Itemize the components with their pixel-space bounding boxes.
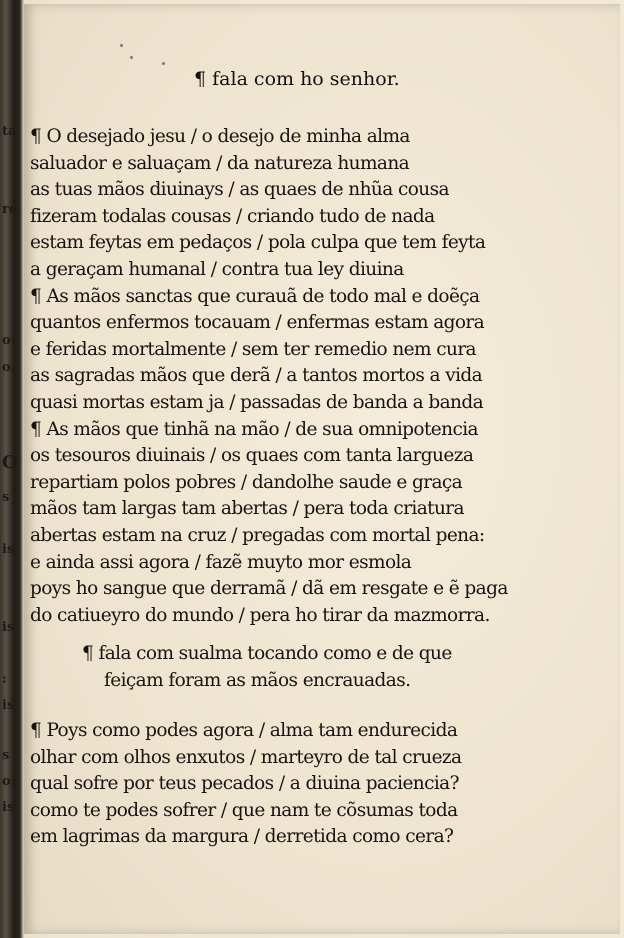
verse-line: quantos enfermos tocauam / enfermas estam agora bbox=[30, 312, 485, 334]
ink-speck bbox=[120, 44, 123, 47]
ink-speck bbox=[162, 62, 165, 65]
rubric-line: ¶ fala com sualma tocando como e de que bbox=[82, 643, 452, 664]
verse-line: qual sofre por teus pecados / a diuina paciencia? bbox=[30, 773, 459, 795]
verse-line: fizeram todalas cousas / criando tudo de nada bbox=[30, 205, 435, 227]
verse-line: as tuas mãos diuinays / as quaes de nhũa cousa bbox=[30, 179, 449, 201]
margin-fragment: O bbox=[2, 452, 18, 473]
margin-fragment: is bbox=[2, 800, 15, 815]
verse-line: estam feytas em pedaços / pola culpa que tem feyta bbox=[30, 232, 486, 254]
verse-line: poys ho sangue que derramã / dã em resgate e ẽ paga bbox=[30, 578, 508, 600]
printed-page bbox=[24, 4, 620, 934]
margin-fragment: s bbox=[2, 490, 10, 505]
verse-line: quasi mortas estam ja / passadas de banda a banda bbox=[30, 391, 484, 413]
verse-line: como te podes sofrer / que nam te cõsumas toda bbox=[30, 799, 458, 821]
verse-line: ¶ As mãos que tinhã na mão / de sua omnipotencia bbox=[30, 418, 478, 440]
verse-line: e feridas mortalmente / sem ter remedio nem cura bbox=[30, 338, 476, 360]
verse-line: a geraçam humanal / contra tua ley diuina bbox=[30, 258, 404, 280]
margin-fragment: o. bbox=[2, 360, 15, 375]
verse-line: repartiam polos pobres / dandolhe saude e graça bbox=[30, 471, 463, 493]
verse-line: em lagrimas da margura / derretida como cera? bbox=[30, 826, 454, 848]
facing-page-edge bbox=[0, 0, 22, 938]
section-heading: ¶ fala com ho senhor. bbox=[194, 68, 400, 90]
verse-line: ¶ As mãos sanctas que curauã de todo mal e doẽça bbox=[30, 285, 480, 307]
rubric-block bbox=[82, 641, 452, 694]
verse-line: saluador e saluaçam / da natureza humana bbox=[30, 152, 410, 174]
verse-line: olhar com olhos enxutos / marteyro de tal crueza bbox=[30, 746, 462, 768]
margin-fragment: ta bbox=[2, 124, 17, 139]
verse-line: os tesouros diuinais / os quaes com tanta largueza bbox=[30, 445, 474, 467]
margin-fragment: o: bbox=[2, 333, 16, 348]
margin-fragment: is bbox=[2, 698, 15, 713]
rubric-line: feiçam foram as mãos encrauadas. bbox=[104, 669, 411, 691]
verse-block-2 bbox=[30, 718, 462, 851]
margin-fragment: is bbox=[2, 542, 15, 557]
margin-fragment: s bbox=[2, 748, 10, 763]
verse-line: abertas estam na cruz / pregadas com mortal pena: bbox=[30, 524, 485, 546]
verse-line: do catiueyro do mundo / pera ho tirar da mazmorra. bbox=[30, 604, 490, 626]
verse-block-1 bbox=[30, 124, 508, 629]
verse-line: mãos tam largas tam abertas / pera toda criatura bbox=[30, 498, 464, 520]
margin-fragment: o: bbox=[2, 774, 16, 789]
verse-line: e ainda assi agora / fazẽ muyto mor esmola bbox=[30, 551, 412, 573]
verse-line: ¶ Poys como podes agora / alma tam endurecida bbox=[30, 720, 458, 741]
verse-line: ¶ O desejado jesu / o desejo de minha alma bbox=[30, 126, 410, 147]
ink-speck bbox=[130, 56, 133, 59]
margin-fragment: ro bbox=[2, 202, 18, 217]
verse-line: as sagradas mãos que derã / a tantos mortos a vida bbox=[30, 365, 483, 387]
margin-fragment: is bbox=[2, 620, 15, 635]
margin-fragment: : bbox=[2, 672, 7, 687]
